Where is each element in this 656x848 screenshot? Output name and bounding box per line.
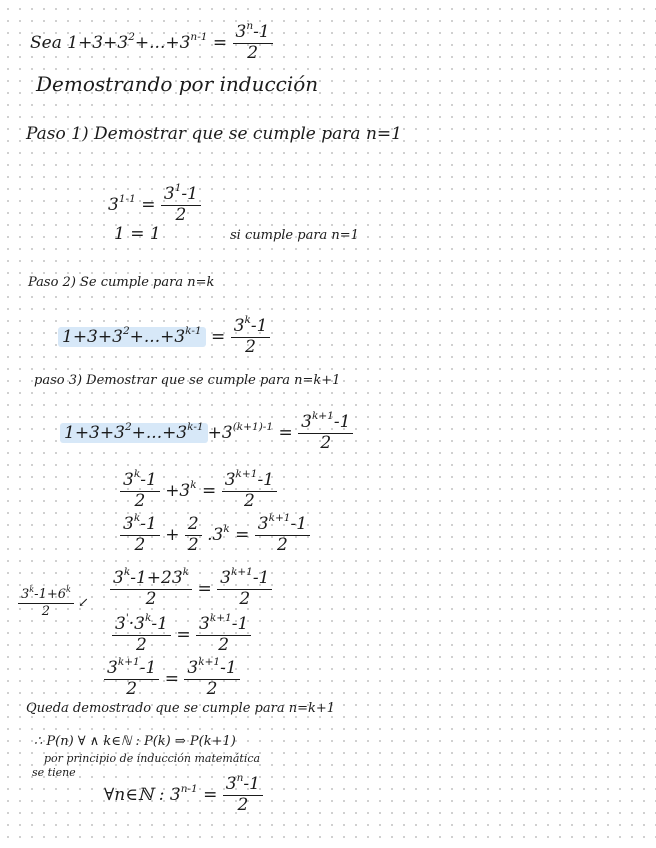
exponent: n-1: [190, 30, 208, 43]
exponent: 2: [128, 30, 135, 43]
fraction: [233, 20, 273, 63]
denominator: 2: [247, 42, 259, 63]
fraction: $\frac{3^{k+1}-1}{2}$: [222, 472, 277, 511]
statement-prefix: Sea: [30, 32, 62, 53]
series-start: 1+3+3: [67, 32, 129, 53]
equals-sign: =: [212, 32, 228, 53]
paso1-title: Paso 1) Demostrar que se cumple para n=1: [26, 124, 402, 144]
final-result: ∀n∈ℕ : 3$^{n-1}$ = $\frac{3^n-1}{2}$: [104, 776, 263, 815]
paso3-title: paso 3) Demostrar que se cumple para n=k+1: [34, 373, 341, 388]
paso1-equation: 3$^{1-1}$ = $\frac{3^1-1}{2}$: [108, 186, 201, 225]
series-middle: +...+3: [134, 32, 191, 53]
fraction: $\frac{2}{2}$: [185, 516, 202, 555]
fraction: $\frac{3'\cdot 3^k-1}{2}$: [112, 616, 171, 655]
paso2-title: Paso 2) Se cumple para n=k: [28, 275, 215, 290]
paso2-equation: $1+3+3^2+...+3^{k-1}$ = $\frac{3^k-1}{2}$: [58, 318, 270, 357]
derivation-step-4: $\frac{3'\cdot 3^k-1}{2}$ = $\frac{3^{k+1}-1}{2}$: [112, 616, 251, 655]
denominator: 2: [175, 204, 187, 225]
fraction: $\frac{3^k-1+23^k}{2}$: [110, 570, 192, 609]
fraction: $\frac{3^{k+1}-1}{2}$: [196, 616, 251, 655]
statement-line: [30, 20, 273, 63]
numerator: 3$^n$-1: [233, 24, 273, 44]
fraction: $\frac{3^k-1}{2}$: [120, 516, 160, 555]
numerator: $3^{k+1}-1$: [298, 414, 353, 434]
paso3-equation: $1+3+3^2+...+3^{k-1} +3^{(k+1)-1}$ = $\frac{3^{k+1}-1}{2}$: [60, 414, 353, 453]
fraction: $\frac{3^{k+1}-1}{2}$: [217, 570, 272, 609]
numerator: $3^1-1$: [161, 186, 201, 206]
therefore-statement: ∴ P(n) ∀ ∧ k∈ℕ : P(k) ⇒ P(k+1): [34, 734, 236, 749]
fraction: [161, 182, 201, 225]
fraction: $\frac{3^{k+1}-1}{2}$: [255, 516, 310, 555]
paso1-note: si cumple para n=1: [230, 228, 359, 243]
derivation-step-3: $\frac{3^k-1+23^k}{2}$ = $\frac{3^{k+1}-1}{2}$: [110, 570, 272, 609]
heading: Demostrando por inducción: [36, 72, 319, 96]
denominator: 2: [320, 432, 332, 453]
principle-text: por principio de inducción matemática: [44, 752, 261, 765]
fraction: $\frac{3^{k+1}-1}{2}$: [104, 660, 159, 699]
fraction: [298, 410, 353, 453]
fraction: $\frac{3^{k+1}-1}{2}$: [184, 660, 239, 699]
numerator: 3$^k$-1: [231, 318, 271, 338]
se-tiene-text: se tiene: [32, 766, 76, 779]
side-note: [18, 584, 89, 619]
fraction: $\frac{3^k-1+6^k}{2}$: [18, 588, 74, 618]
paso1-check: 1 = 1: [114, 224, 161, 244]
highlighted-series: $1+3+3^2+...+3^{k-1}$: [60, 423, 208, 443]
conclusion: Queda demostrado que se cumple para n=k+1: [26, 701, 336, 716]
denominator: 2: [245, 336, 256, 357]
fraction: $\frac{3^k-1}{2}$: [120, 472, 160, 511]
derivation-step-5: $\frac{3^{k+1}-1}{2}$ = $\frac{3^{k+1}-1}{2}$: [104, 660, 240, 699]
fraction: [231, 314, 271, 357]
arrow-icon: ↙: [78, 595, 89, 611]
derivation-step-1: $\frac{3^k-1}{2}$ $+3^k$ = $\frac{3^{k+1}-1}{2}$: [120, 472, 277, 511]
highlighted-series: $1+3+3^2+...+3^{k-1}$: [58, 327, 206, 347]
fraction: $\frac{3^n-1}{2}$: [223, 776, 263, 815]
derivation-step-2: $\frac{3^k-1}{2}$ + $\frac{2}{2}$ .3$^k$ = $\frac{3^{k+1}-1}{2}$: [120, 516, 310, 555]
